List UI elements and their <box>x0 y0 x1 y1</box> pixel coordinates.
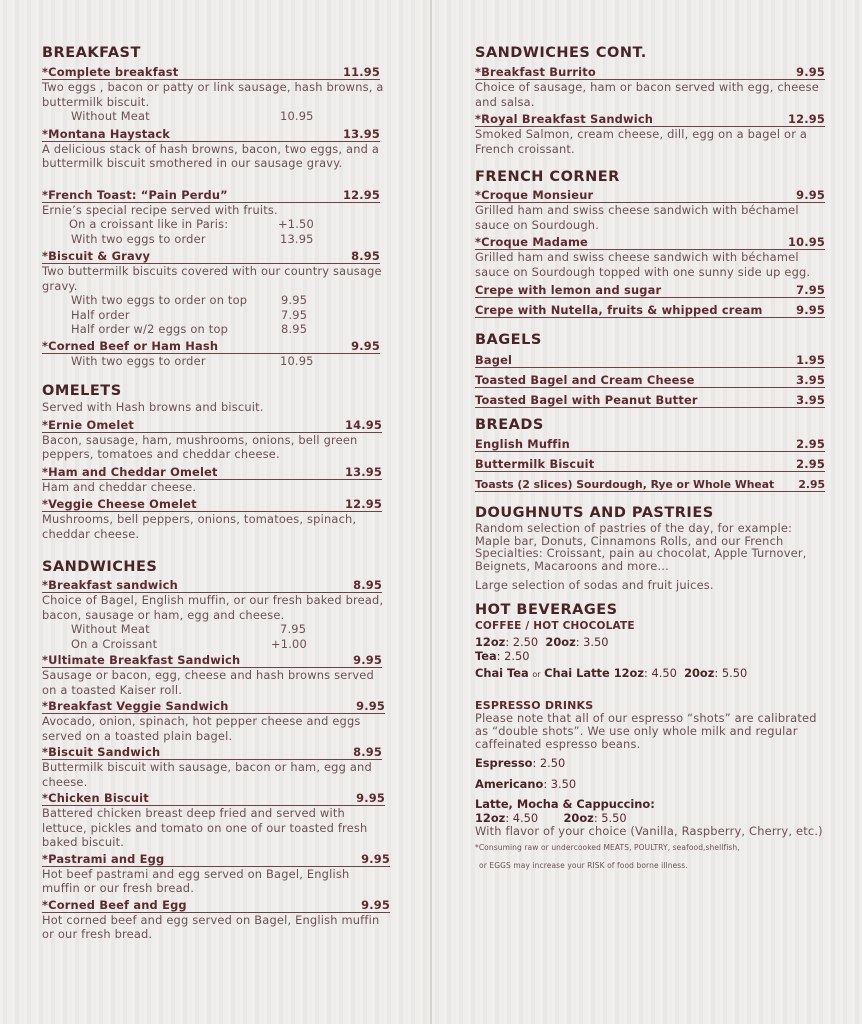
item-description: Sausage or bacon, egg, cheese and hash browns served on a toasted Kaiser roll. <box>42 668 374 697</box>
item-description: A delicious stack of hash browns, bacon, two eggs, and a buttermilk biscuit smothered in our sausage gravy. <box>42 141 380 170</box>
sodas-note: Large selection of sodas and fruit juices. <box>475 578 714 592</box>
coffee-hot-chocolate-title: COFFEE / HOT CHOCOLATE <box>475 619 635 632</box>
item-option: Half order 7.95 <box>71 307 308 322</box>
item-option: Without Meat 10.95 <box>71 109 314 123</box>
section-intro: Served with Hash browns and biscuit. <box>42 400 264 414</box>
item-option: With two eggs to order 10.95 <box>71 353 314 368</box>
section-heading-french-corner: FRENCH CORNER <box>475 169 620 185</box>
item-description: Mushrooms, bell peppers, onions, tomatoes, spinach, cheddar cheese. <box>42 512 357 541</box>
item-description: Hot corned beef and egg served on Bagel, English muffin or our fresh bread. <box>42 912 380 941</box>
item-option: On a croissant like in Paris: +1.50 <box>69 217 314 231</box>
section-heading-hot-beverages: HOT BEVERAGES <box>475 601 618 618</box>
item-description: Grilled ham and swiss cheese sandwich with béchamel sauce on Sourdough topped with one sunny side up egg. <box>475 250 811 279</box>
section-description: Random selection of pastries of the day, for example: Maple bar, Donuts, Cinnamons Rolls, and our French Specialties: Croissant, pain au chocolat, Apple Turnover, Beignets, Macaroons and more... <box>475 521 807 573</box>
item-description: Two eggs , bacon or patty or link sausage, hash browns, a buttermilk biscuit. <box>42 80 384 109</box>
latte-sizes: 12oz: 4.50 20oz: 5.50 <box>475 810 627 825</box>
espresso-drinks-title: ESPRESSO DRINKS <box>475 699 594 712</box>
item-complete-breakfast: *Complete breakfast 11.95 <box>42 65 380 79</box>
menu-left-panel <box>0 0 430 1024</box>
item-ultimate-breakfast-sandwich: *Ultimate Breakfast Sandwich 9.95 <box>42 653 382 667</box>
item-breakfast-sandwich: *Breakfast sandwich 8.95 <box>42 578 382 592</box>
section-heading-bagels: BAGELS <box>475 332 542 348</box>
item-ernie-omelet: *Ernie Omelet 14.95 <box>42 417 382 432</box>
item-option: With two eggs to order 13.95 <box>71 231 314 246</box>
americano-line: Americano: 3.50 <box>475 776 577 791</box>
section-heading-doughnuts: DOUGHNUTS AND PASTRIES <box>475 505 714 521</box>
section-heading-omelets: OMELETS <box>42 383 122 399</box>
item-pastrami-egg: *Pastrami and Egg 9.95 <box>42 851 390 866</box>
flavor-note: With flavor of your choice (Vanilla, Raspberry, Cherry, etc.) <box>475 823 823 838</box>
item-description: Avocado, onion, spinach, hot pepper cheese and eggs served on a toasted plain bagel. <box>42 714 361 743</box>
item-description: Choice of sausage, ham or bacon served with egg, cheese and salsa. <box>475 80 819 109</box>
section-heading-breads: BREADS <box>475 417 544 433</box>
health-warning-line-2: or EGGS may increase your RISK of food borne illness. <box>479 860 688 870</box>
item-corned-beef-egg: *Corned Beef and Egg 9.95 <box>42 897 390 912</box>
item-croque-monsieur: *Croque Monsieur 9.95 <box>475 188 825 202</box>
section-heading-breakfast: BREAKFAST <box>42 45 141 61</box>
health-warning-line-1: *Consuming raw or undercooked MEATS, POULTRY, seafood,shellfish, <box>475 842 740 852</box>
item-description: Choice of Bagel, English muffin, or our fresh baked bread, bacon, sausage or ham, egg and cheese. <box>42 593 384 622</box>
item-description: Ham and cheddar cheese. <box>42 479 197 494</box>
item-montana-haystack: *Montana Haystack 13.95 <box>42 126 380 141</box>
item-veggie-cheese-omelet: *Veggie Cheese Omelet 12.95 <box>42 497 382 511</box>
section-heading-sandwiches: SANDWICHES <box>42 559 158 575</box>
tea-line: Tea: 2.50 <box>475 649 530 663</box>
item-crepe-lemon-sugar: Crepe with lemon and sugar 7.95 <box>475 283 825 297</box>
item-toasts: Toasts (2 slices) Sourdough, Rye or Whole Wheat 2.95 <box>475 478 825 491</box>
item-biscuit-sandwich: *Biscuit Sandwich 8.95 <box>42 745 382 759</box>
item-description: Hot beef pastrami and egg served on Bagel, English muffin or our fresh bread. <box>42 866 350 895</box>
item-breakfast-burrito: *Breakfast Burrito 9.95 <box>475 65 825 79</box>
item-description: Bacon, sausage, ham, mushrooms, onions, bell green peppers, tomatoes and cheddar cheese. <box>42 432 358 461</box>
item-description: Two buttermilk biscuits covered with our country sausage gravy. <box>42 264 382 293</box>
item-corned-beef-hash: *Corned Beef or Ham Hash 9.95 <box>42 338 380 353</box>
item-option: Half order w/2 eggs on top 8.95 <box>71 322 308 336</box>
item-description: Battered chicken breast deep fried and served with lettuce, pickles and tomato on one of our toasted fresh baked biscuit. <box>42 806 368 849</box>
chai-line: Chai Tea or Chai Latte 12oz: 4.50 20oz: 5.50 <box>475 665 748 680</box>
item-french-toast: *French Toast: “Pain Perdu” 12.95 <box>42 187 380 202</box>
item-option: Without Meat 7.95 <box>71 622 307 636</box>
item-buttermilk-biscuit: Buttermilk Biscuit 2.95 <box>475 457 825 471</box>
item-english-muffin: English Muffin 2.95 <box>475 437 825 451</box>
item-description: Grilled ham and swiss cheese sandwich with béchamel sauce on Sourdough. <box>475 203 799 232</box>
item-croque-madame: *Croque Madame 10.95 <box>475 235 825 249</box>
espresso-description: Please note that all of our espresso “shots” are calibrated as “double shots”. We use only whole milk and regular caffeinated espresso beans. <box>475 711 817 751</box>
item-description: Buttermilk biscuit with sausage, bacon or ham, egg and cheese. <box>42 760 372 789</box>
item-bagel: Bagel 1.95 <box>475 353 825 367</box>
item-toasted-bagel-cream-cheese: Toasted Bagel and Cream Cheese 3.95 <box>475 373 825 387</box>
item-biscuit-gravy: *Biscuit & Gravy 8.95 <box>42 249 380 263</box>
coffee-sizes: 12oz: 2.50 20oz: 3.50 <box>475 634 609 649</box>
item-description: Ernie’s special recipe served with fruits. <box>42 202 278 217</box>
espresso-line: Espresso: 2.50 <box>475 756 566 771</box>
item-toasted-bagel-peanut-butter: Toasted Bagel with Peanut Butter 3.95 <box>475 393 825 407</box>
menu-right-panel <box>432 0 862 1024</box>
item-crepe-nutella: Crepe with Nutella, fruits & whipped cream 9.95 <box>475 303 825 317</box>
latte-title: Latte, Mocha & Cappuccino: <box>475 797 655 812</box>
section-heading-sandwiches-cont: SANDWICHES CONT. <box>475 45 647 61</box>
item-breakfast-veggie-sandwich: *Breakfast Veggie Sandwich 9.95 <box>42 699 385 713</box>
item-ham-cheddar-omelet: *Ham and Cheddar Omelet 13.95 <box>42 464 382 479</box>
item-option: On a Croissant +1.00 <box>71 636 307 651</box>
item-royal-breakfast-sandwich: *Royal Breakfast Sandwich 12.95 <box>475 112 825 126</box>
item-description: Smoked Salmon, cream cheese, dill, egg on a bagel or a French croissant. <box>475 127 808 156</box>
item-option: With two eggs to order on top 9.95 <box>71 293 308 307</box>
item-chicken-biscuit: *Chicken Biscuit 9.95 <box>42 791 385 805</box>
